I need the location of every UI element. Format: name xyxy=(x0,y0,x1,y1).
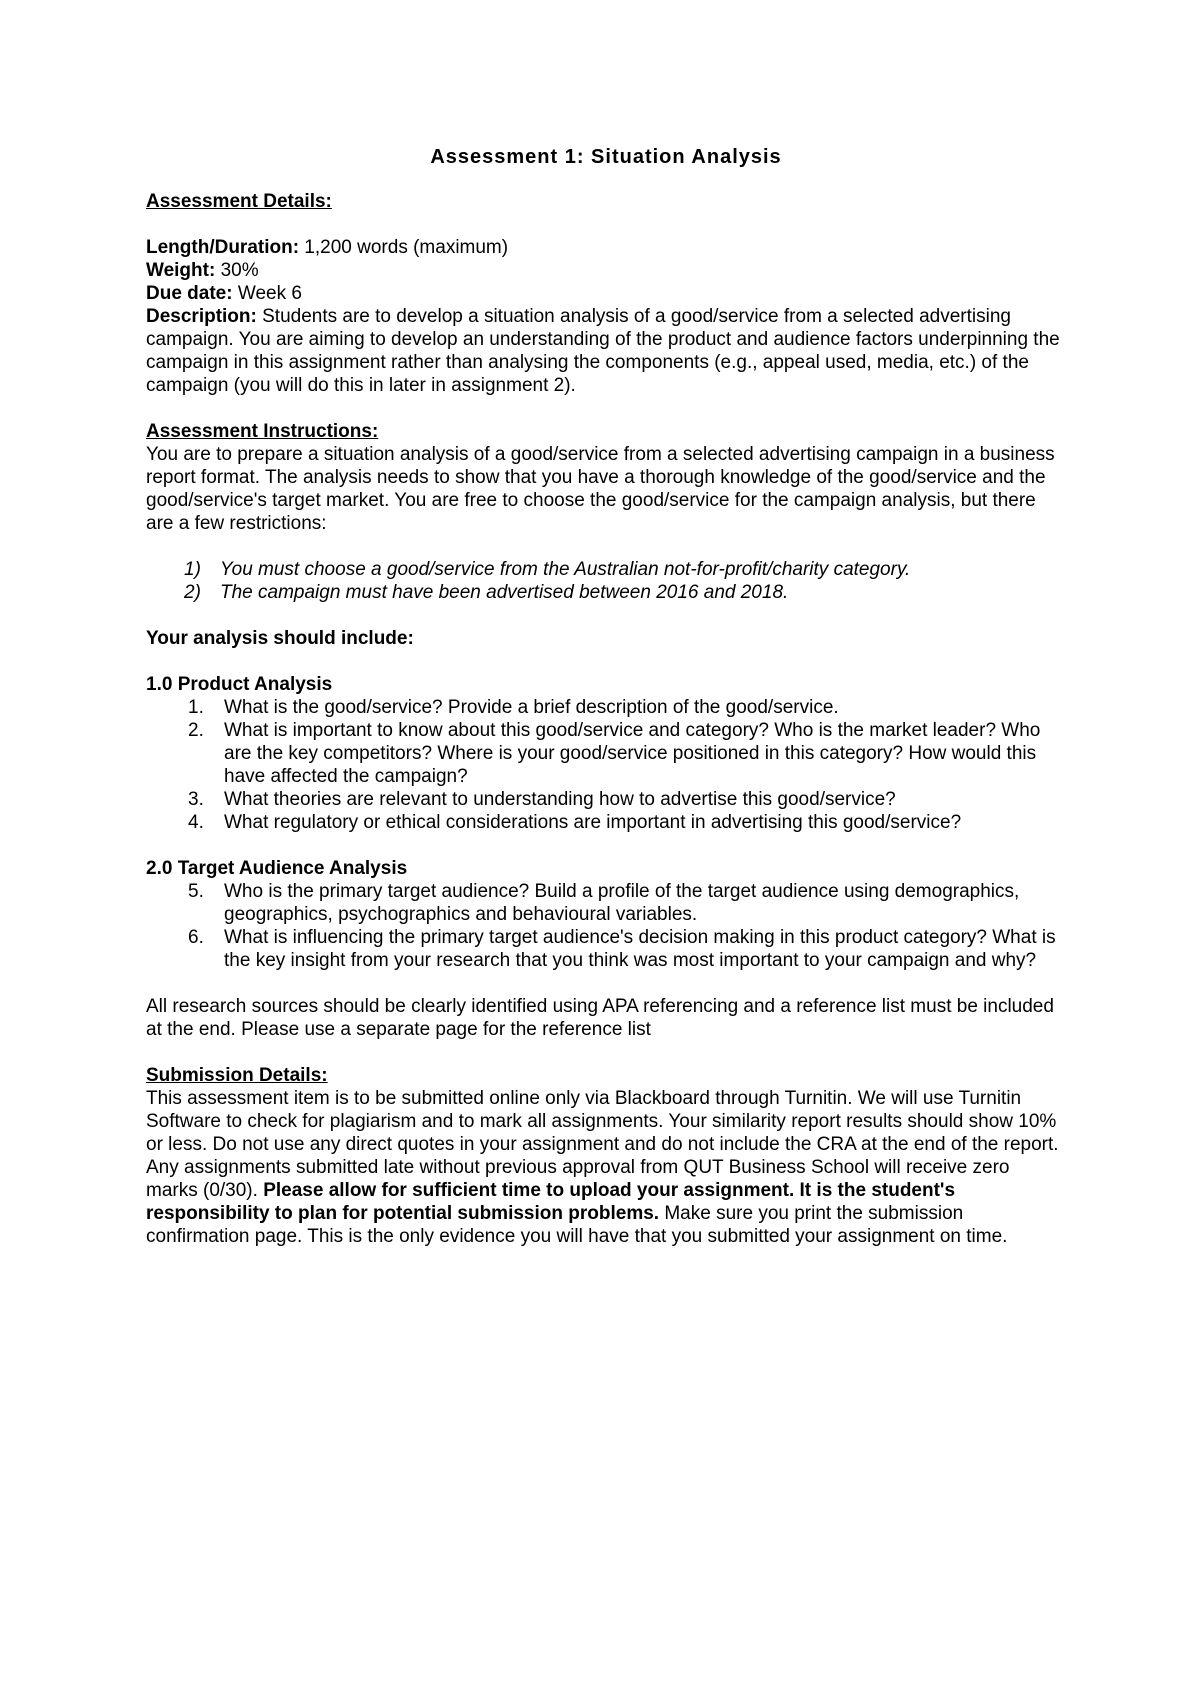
list-item xyxy=(146,788,1066,811)
due-date-value: Week 6 xyxy=(232,283,302,304)
description-label: Description: xyxy=(146,306,257,327)
list-item-text: What is the good/service? Provide a brief description of the good/service. xyxy=(224,697,839,718)
weight-value: 30% xyxy=(215,260,259,281)
list-item-number: 1) xyxy=(184,559,201,580)
list-item-number: 3. xyxy=(188,789,204,810)
list-item-number: 5. xyxy=(188,881,204,902)
submission-text-2: Make sure you print the submission confirmation page. This is the only evidence you will have that you submitted your assignment on time. xyxy=(146,1203,1008,1247)
list-item-text: What theories are relevant to understanding how to advertise this good/service? xyxy=(224,789,896,810)
list-item xyxy=(146,696,1066,719)
length-value: 1,200 words (maximum) xyxy=(299,237,509,258)
list-item-text: What is influencing the primary target audience's decision making in this product category? What is the key insight from your research that you think was most important to your campaign and why? xyxy=(224,927,1056,971)
document-page xyxy=(146,146,1066,1248)
description-row xyxy=(146,305,1066,397)
submission-body xyxy=(146,1087,1066,1248)
list-item-text: What is important to know about this good/service and category? Who is the market leader? Who are the key competitors? Where is your good/service positioned in this category? How would this have affected the campaign? xyxy=(224,720,1041,787)
due-date-row xyxy=(146,282,1066,305)
assessment-details-heading: Assessment Details: xyxy=(146,191,332,212)
due-date-label: Due date: xyxy=(146,283,233,304)
analysis-heading: Your analysis should include: xyxy=(146,628,414,649)
list-item xyxy=(146,880,1066,926)
restrictions-list xyxy=(146,558,1066,604)
list-item-text: Who is the primary target audience? Build a profile of the target audience using demographics, geographics, psychographics and behavioural variables. xyxy=(224,881,1020,925)
target-audience-heading: 2.0 Target Audience Analysis xyxy=(146,858,408,879)
submission-details-heading: Submission Details: xyxy=(146,1065,328,1086)
list-item xyxy=(146,811,1066,834)
list-item xyxy=(146,558,1066,581)
weight-label: Weight: xyxy=(146,260,216,281)
list-item xyxy=(146,926,1066,972)
audience-questions-list xyxy=(146,880,1066,972)
submission-text-1: This assessment item is to be submitted online only via Blackboard through Turnitin. We will use Turnitin Software to check for plagiarism and to mark all assignments. Your similarity report results should show 10% or less. Do not use any direct quotes in your assignment and do not include the CRA at the end of the report. Any assignments submitted late without previous approval from QUT Business School will receive zero marks (0/30). xyxy=(146,1088,1059,1201)
list-item xyxy=(146,719,1066,788)
weight-row xyxy=(146,259,1066,282)
list-item-number: 6. xyxy=(188,927,204,948)
assessment-instructions-heading: Assessment Instructions: xyxy=(146,421,379,442)
list-item xyxy=(146,581,1066,604)
list-item-number: 4. xyxy=(188,812,204,833)
list-item-text: The campaign must have been advertised between 2016 and 2018. xyxy=(220,582,789,603)
product-analysis-heading: 1.0 Product Analysis xyxy=(146,674,333,695)
length-duration-row xyxy=(146,236,1066,259)
research-sources-paragraph: All research sources should be clearly identified using APA referencing and a reference list must be included at the end. Please use a separate page for the reference list xyxy=(146,996,1054,1040)
product-questions-list xyxy=(146,696,1066,834)
list-item-text: What regulatory or ethical considerations are important in advertising this good/service? xyxy=(224,812,962,833)
list-item-number: 2) xyxy=(184,582,201,603)
length-label: Length/Duration: xyxy=(146,237,300,258)
document-title: Assessment 1: Situation Analysis xyxy=(430,146,782,168)
instructions-body: You are to prepare a situation analysis of a good/service from a selected advertising campaign in a business report format. The analysis needs to show that you have a thorough knowledge of the good/service and the good/service's target market. You are free to choose the good/service for the campaign analysis, but there are a few restrictions: xyxy=(146,444,1055,534)
submission-text-bold: Please allow for sufficient time to upload your assignment. It is the student's responsibility to plan for potential submission problems. xyxy=(146,1180,956,1224)
list-item-number: 1. xyxy=(188,697,204,718)
list-item-text: You must choose a good/service from the Australian not-for-profit/charity category. xyxy=(220,559,911,580)
description-value: Students are to develop a situation analysis of a good/service from a selected advertising campaign. You are aiming to develop an understanding of the product and audience factors underpinning the campaign in this assignment rather than analysing the components (e.g., appeal used, media, etc.) of the campaign (you will do this in later in assignment 2). xyxy=(146,306,1060,396)
list-item-number: 2. xyxy=(188,720,204,741)
